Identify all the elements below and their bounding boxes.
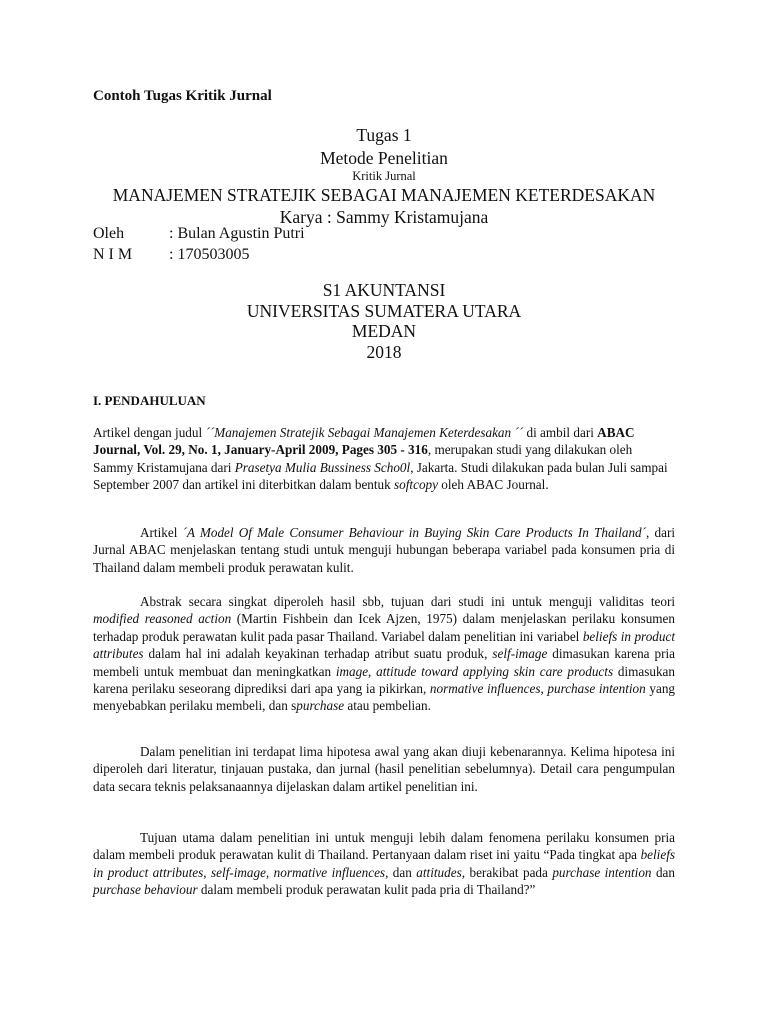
author-value: : Bulan Agustin Putri [169,225,305,242]
nim-value: : 170503005 [169,246,250,263]
section-title: I. PENDAHULUAN [93,393,206,408]
paragraph-abstract: Abstrak secara singkat diperoleh hasil sbb, tujuan dari studi ini untuk menguji validitas teori modified reasoned action (Martin Fishbein dan Icek Ajzen, 1975) dalam menjelaskan perilaku konsumen terhadap produk perawatan kulit pada pasar Thailand. Variabel dalam penelitian ini variabel beliefs in product attributes dalam hal ini adalah keyakinan terhadap atribut suatu produk, self-image dimasukan karena pria membeli untuk membuat dan meningkatkan image, attitude toward applying skin care products dimasukan karena perilaku seseorang diprediksi dari apa yang ia pikirkan, normative influences, purchase intention yang menyebabkan perilaku membeli, dan spurchase atau pembelian. [93,594,676,714]
course-name: Metode Penelitian [320,148,448,168]
assignment-title: Tugas 1 [356,125,412,145]
study-program: S1 AKUNTANSI [322,280,446,300]
nim-label: N I M [93,246,133,263]
nim-row [93,245,249,265]
document-heading: Contoh Tugas Kritik Jurnal [93,88,272,104]
author-row [93,224,305,244]
city-name: MEDAN [351,321,417,341]
university-name: UNIVERSITAS SUMATERA UTARA [246,301,522,321]
paragraph-hypotheses: Dalam penelitian ini terdapat lima hipotesa awal yang akan diuji kebenarannya. Kelima hipotesa ini diperoleh dari literatur, tinjauan pustaka, dan jurnal (hasil penelitian sebelumnya). Detail cara pengumpulan data secara teknis pelaksanaannya dijelaskan dalam artikel penelitian ini. [93,744,675,794]
journal-author: Karya : Sammy Kristamujana [279,207,489,227]
paragraph-objective: Tujuan utama dalam penelitian ini untuk menguji lebih dalam fenomena perilaku konsumen pria dalam membeli produk perawatan kulit di Thailand. Pertanyaan dalam riset ini yaitu “Pada tingkat apa beliefs in product attributes, self-image, normative influences, dan attitudes, berakibat pada purchase intention dan purchase behaviour dalam membeli produk perawatan kulit pada pria di Thailand?” [93,830,676,898]
journal-title: MANAJEMEN STRATEJIK SEBAGAI MANAJEMEN KETERDESAKAN [112,185,656,205]
paragraph-article: Artikel ´A Model Of Male Consumer Behaviour in Buying Skin Care Products In Thailand´, dari Jurnal ABAC menjelaskan tentang studi untuk menguji hubungan beberapa variabel pada konsumen pria di Thailand dalam membeli produk perawatan kulit. [93,525,676,575]
year: 2018 [366,342,402,362]
author-label: Oleh [93,225,125,242]
assignment-type: Kritik Jurnal [352,169,416,183]
paragraph-intro: Artikel dengan judul ´´Manajemen Stratejik Sebagai Manajemen Keterdesakan ´´ di ambil dari ABAC Journal, Vol. 29, No. 1, January-April 2009, Pages 305 - 316, merupakan studi yang dilakukan oleh Sammy Kristamujana dari Prasetya Mulia Bussiness Scho0l, Jakarta. Studi dilakukan pada bulan Juli sampai September 2007 dan artikel ini diterbitkan dalam bentuk softcopy oleh ABAC Journal. [93,425,668,493]
